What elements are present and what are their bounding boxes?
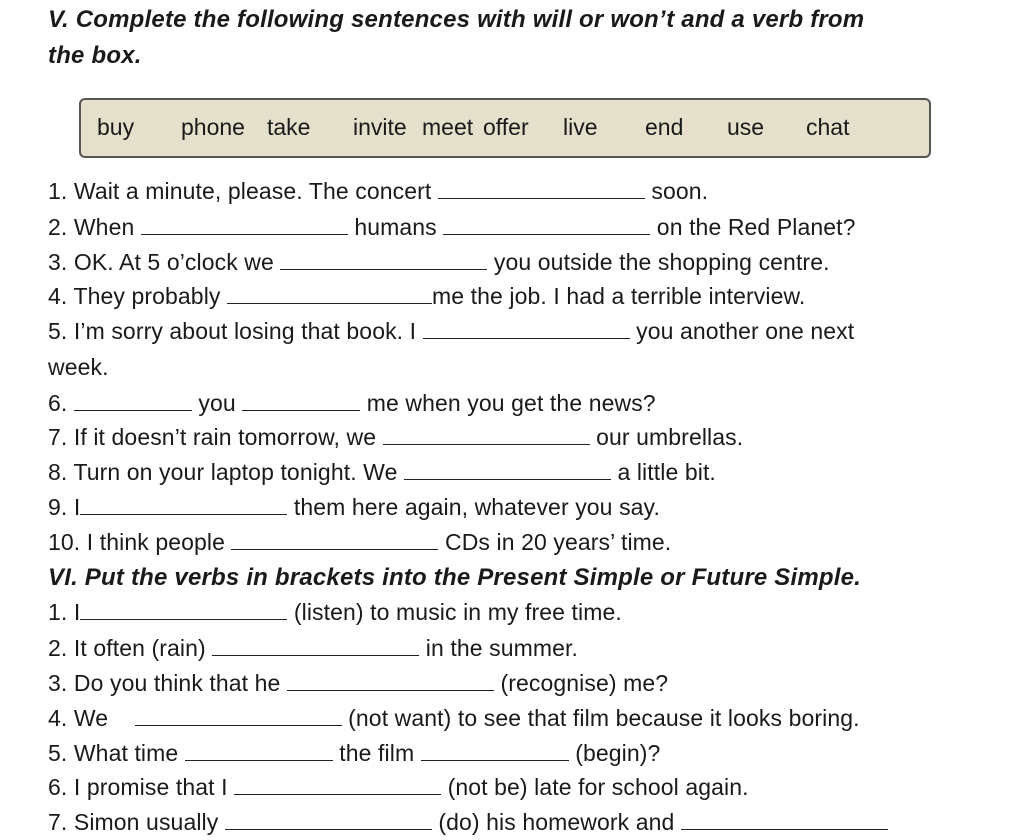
answer-blank[interactable]	[681, 809, 888, 830]
word-phone: phone	[181, 114, 245, 140]
answer-blank[interactable]	[227, 283, 432, 304]
answer-blank[interactable]	[135, 705, 342, 726]
answer-blank[interactable]	[80, 494, 287, 515]
s5-item-4-text-a: 4. They probably	[48, 283, 221, 309]
s5-item-10-text-a: 10. I think people	[48, 529, 225, 555]
s5-item-8	[48, 459, 716, 486]
answer-blank[interactable]	[80, 599, 287, 620]
s6-item-4-text-a: 4. We	[48, 705, 109, 731]
s6-item-7	[48, 809, 888, 836]
s6-item-3-text-a: 3. Do you think that he	[48, 670, 281, 696]
answer-blank[interactable]	[225, 809, 432, 830]
s5-item-1-text-a: 1. Wait a minute, please. The concert	[48, 178, 432, 204]
s5-item-10	[48, 529, 671, 556]
s6-item-5	[48, 740, 660, 767]
s6-item-1	[48, 599, 622, 626]
s5-item-1-text-b: soon.	[651, 178, 709, 204]
s5-item-6-text-a: 6.	[48, 390, 68, 416]
s5-item-9	[48, 494, 660, 521]
section-5-heading-line-2: the box.	[48, 42, 142, 69]
s5-item-2-text-b: humans	[354, 214, 437, 240]
s5-item-6-text-c: me when you get the news?	[366, 390, 656, 416]
s6-item-6	[48, 774, 749, 801]
s5-item-2	[48, 214, 856, 241]
word-take: take	[267, 114, 311, 140]
word-invite: invite	[353, 114, 407, 140]
word-meet: meet	[422, 114, 474, 140]
s5-item-5-continuation: week.	[48, 354, 109, 380]
word-end: end	[645, 114, 684, 140]
s5-item-4-text-b: me the job. I had a terrible interview.	[432, 283, 806, 309]
s5-item-5-text-a: 5. I’m sorry about losing that book. I	[48, 318, 417, 344]
answer-blank[interactable]	[438, 178, 645, 199]
s6-item-3-text-b: (recognise) me?	[500, 670, 669, 696]
section-6-heading: VI. Put the verbs in brackets into the Present Simple or Future Simple.	[48, 564, 862, 591]
s5-item-9-text-b: them here again, whatever you say.	[293, 494, 660, 520]
s5-item-1	[48, 178, 708, 205]
section-5-heading-line-1: V. Complete the following sentences with will or won’t and a verb from	[48, 6, 865, 33]
s6-item-2-text-a: 2. It often (rain)	[48, 635, 206, 661]
s5-item-6	[48, 390, 656, 417]
s5-item-6-text-b: you	[198, 390, 236, 416]
s5-item-3-text-a: 3. OK. At 5 o’clock we	[48, 249, 274, 275]
s6-item-3	[48, 670, 668, 697]
answer-blank[interactable]	[185, 740, 333, 761]
s6-item-1-text-b: (listen) to music in my free time.	[293, 599, 622, 625]
s5-item-9-text-a: 9. I	[48, 494, 81, 520]
answer-blank[interactable]	[423, 318, 630, 339]
answer-blank[interactable]	[141, 214, 348, 235]
answer-blank[interactable]	[280, 249, 487, 270]
s6-item-2-text-b: in the summer.	[425, 635, 579, 661]
s5-item-2-text-a: 2. When	[48, 214, 135, 240]
s5-item-8-text-b: a little bit.	[617, 459, 716, 485]
s5-item-2-text-c: on the Red Planet?	[656, 214, 856, 240]
answer-blank[interactable]	[404, 459, 611, 480]
s5-item-7-text-a: 7. If it doesn’t rain tomorrow, we	[48, 424, 377, 450]
s6-item-5-text-b: the film	[339, 740, 415, 766]
s5-item-3	[48, 249, 830, 276]
word-live: live	[563, 114, 598, 140]
answer-blank[interactable]	[287, 670, 494, 691]
s6-item-6-text-a: 6. I promise that I	[48, 774, 228, 800]
s5-item-7	[48, 424, 743, 451]
answer-blank[interactable]	[443, 214, 650, 235]
s6-item-7-text-b: (do) his homework and	[438, 809, 675, 835]
s6-item-4-text-b: (not want) to see that film because it looks boring.	[348, 705, 860, 731]
s5-item-7-text-b: our umbrellas.	[596, 424, 744, 450]
answer-blank[interactable]	[421, 740, 569, 761]
word-offer: offer	[483, 114, 529, 140]
word-chat: chat	[806, 114, 850, 140]
s6-item-5-text-a: 5. What time	[48, 740, 179, 766]
s6-item-6-text-b: (not be) late for school again.	[447, 774, 749, 800]
answer-blank[interactable]	[212, 635, 419, 656]
s6-item-4	[48, 705, 860, 732]
word-buy: buy	[97, 114, 135, 140]
word-use: use	[727, 114, 765, 140]
s6-item-7-text-a: 7. Simon usually	[48, 809, 219, 835]
answer-blank[interactable]	[231, 529, 438, 550]
answer-blank[interactable]	[74, 390, 192, 411]
s6-item-5-text-c: (begin)?	[575, 740, 661, 766]
s6-item-1-text-a: 1. I	[48, 599, 81, 625]
s5-item-8-text-a: 8. Turn on your laptop tonight. We	[48, 459, 398, 485]
answer-blank[interactable]	[383, 424, 590, 445]
s5-item-3-text-b: you outside the shopping centre.	[493, 249, 830, 275]
s5-item-5	[48, 318, 854, 345]
s6-item-2	[48, 635, 578, 662]
word-box	[79, 98, 931, 158]
s5-item-5-text-b: you another one next	[636, 318, 855, 344]
s5-item-10-text-b: CDs in 20 years’ time.	[444, 529, 672, 555]
answer-blank[interactable]	[234, 774, 441, 795]
answer-blank[interactable]	[242, 390, 360, 411]
s5-item-4	[48, 283, 805, 310]
